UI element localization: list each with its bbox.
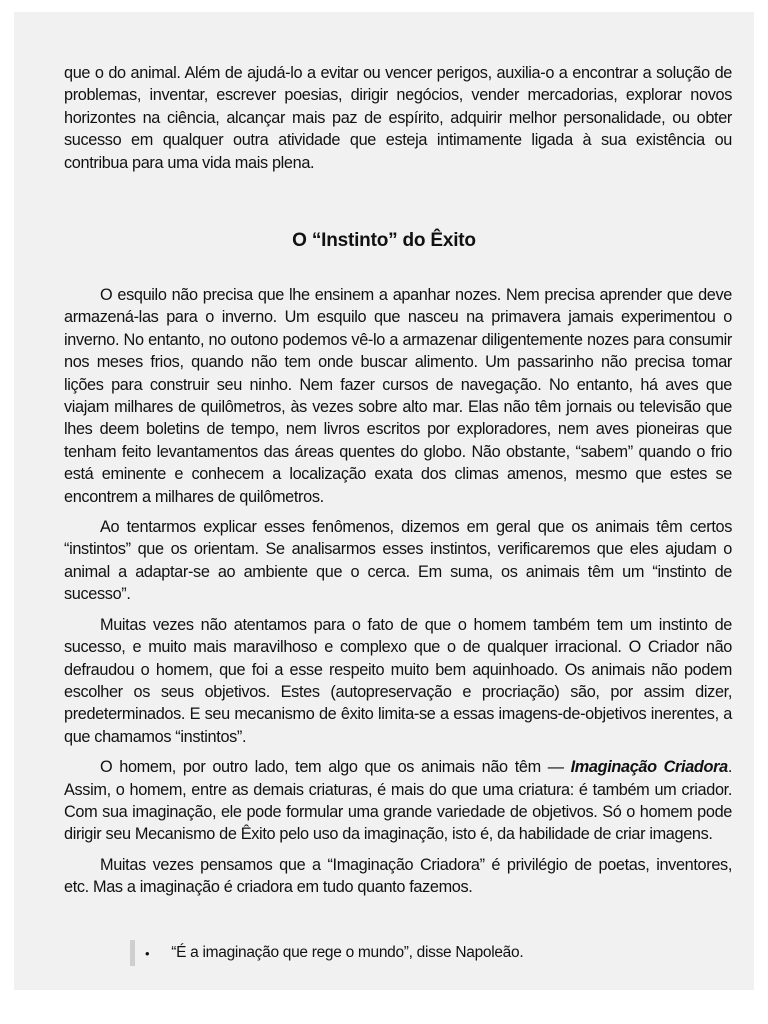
paragraph-poetas: Muitas vezes pensamos que a “Imaginação Criadora” é privilégio de poetas, inventores, etc. Mas a imaginação é criadora em tudo quanto fazemos.	[64, 855, 732, 897]
paragraph-imaginacao	[64, 756, 732, 846]
paragraph-homem-instinto: Muitas vezes não atentamos para o fato de que o homem também tem um instinto de sucesso, e muito mais maravilhoso e complexo que o de qualquer irracional. O Criador não defraudou o homem, que foi a esse respeito muito bem aquinhoado. Os animais não podem escolher os seus objetivos. Estes (autopreservação e procriação) são, por assim dizer, predeterminados. E seu mecanismo de êxito limita-se a essas imagens-de-objetivos inerentes, a que chamamos “instintos”.	[64, 615, 732, 746]
body-text	[64, 284, 732, 907]
paragraph-esquilo: O esquilo não precisa que lhe ensinem a apanhar nozes. Nem precisa aprender que deve armazená-las para o inverno. Um esquilo que nasceu na primavera jamais experimentou o inverno. No entanto, no outono podemos vê-lo a armazenar diligentemente nozes para consumir nos meses frios, quando não tem onde buscar alimento. Um passarinho não precisa tomar lições para construir seu ninho. Nem fazer cursos de navegação. No entanto, há aves que viajam milhares de quilômetros, às vezes sobre alto mar. Elas não têm jornais ou televisão que lhes deem boletins de tempo, nem livros escritos por exploradores, nem aves pioneiras que tenham feito levantamentos das áreas quentes do globo. Não obstante, “sabem” quando o frio está eminente e conhecem a localização exata dos climas amenos, mesmo que estes se encontrem a milhares de quilômetros.	[64, 286, 732, 506]
paragraph-instintos: Ao tentarmos explicar esses fenômenos, dizemos em geral que os animais têm certos “instintos” que os orientam. Se analisarmos esses instintos, verificaremos que eles ajudam o animal a adaptar-se ao ambiente que o cerca. Em suma, os animais têm um “instinto de sucesso”.	[64, 518, 732, 604]
quote-bullet-item	[130, 940, 523, 966]
bullet-dot-icon: •	[145, 945, 150, 961]
emphasis-imaginacao-criadora: Imaginação Criadora	[570, 758, 728, 777]
document-page	[14, 12, 754, 990]
intro-paragraph: que o do animal. Além de ajudá-lo a evitar ou vencer perigos, auxilia-o a encontrar a solução de problemas, inventar, escrever poesias, dirigir negócios, vender mercadorias, explorar novos horizontes na ciência, alcançar mais paz de espírito, adquirir melhor personalidade, ou obter sucesso em qualquer outra atividade que esteja intimamente ligada à sua existência ou contribua para uma vida mais plena.	[64, 64, 732, 172]
intro-block	[64, 62, 732, 182]
p4-lead: O homem, por outro lado, tem algo que os animais não têm —	[100, 758, 571, 777]
section-title: O “Instinto” do Êxito	[292, 230, 476, 251]
quote-bar	[130, 940, 135, 966]
napoleon-quote: “É a imaginação que rege o mundo”, disse Napoleão.	[171, 944, 524, 961]
p4-tail: . Assim, o homem, entre as demais criaturas, é mais do que uma criatura: é também um criador. Com sua imaginação, ele pode formular uma grande variedade de objetivos. Só o homem pode dirigir seu Mecanismo de Êxito pelo uso da imaginação, isto é, da habilidade de criar imagens.	[64, 758, 732, 844]
